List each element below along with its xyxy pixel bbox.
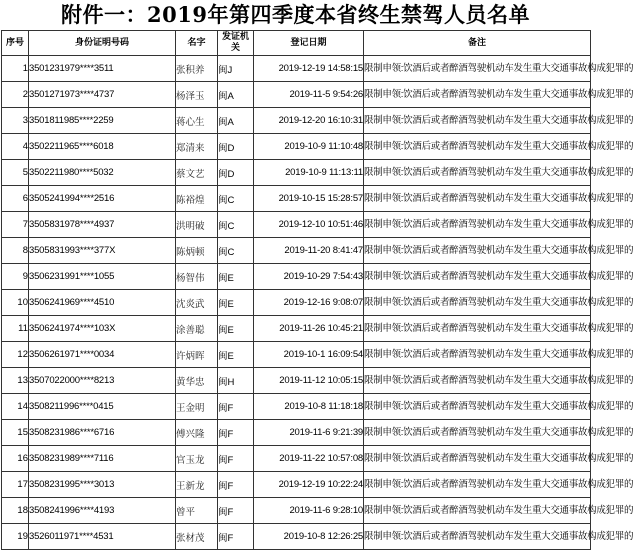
table-row	[2, 498, 591, 524]
row-issuing-office: 闽C	[218, 238, 254, 264]
banned-drivers-table	[1, 30, 633, 550]
header-name: 名字	[176, 31, 218, 56]
table-row	[2, 264, 591, 290]
header-date: 登记日期	[254, 31, 364, 56]
row-id-number: 3502211980****5032	[29, 160, 176, 186]
row-issuing-office: 闽F	[218, 420, 254, 446]
row-seq: 17	[2, 472, 29, 498]
row-name: 涂善聪	[176, 316, 218, 342]
row-note: 限制申领:饮酒后或者醉酒驾驶机动车发生重大交通事故构成犯罪的	[364, 290, 591, 316]
row-seq: 6	[2, 186, 29, 212]
row-issuing-office: 闽E	[218, 290, 254, 316]
header-id: 身份证明号码	[29, 31, 176, 56]
row-issuing-office: 闽C	[218, 212, 254, 238]
row-register-date: 2019-11-26 10:45:21	[254, 316, 364, 342]
row-id-number: 3508231989****7116	[29, 446, 176, 472]
row-note: 限制申领:饮酒后或者醉酒驾驶机动车发生重大交通事故构成犯罪的	[364, 186, 591, 212]
row-id-number: 3501231979****3511	[29, 56, 176, 82]
row-id-number: 3506261971****0034	[29, 342, 176, 368]
row-seq: 1	[2, 56, 29, 82]
row-seq: 8	[2, 238, 29, 264]
row-id-number: 3508231995****3013	[29, 472, 176, 498]
row-issuing-office: 闽F	[218, 524, 254, 550]
row-name: 蔡文艺	[176, 160, 218, 186]
row-id-number: 3501271973****4737	[29, 82, 176, 108]
row-id-number: 3526011971****4531	[29, 524, 176, 550]
row-issuing-office: 闽A	[218, 108, 254, 134]
row-name: 官玉龙	[176, 446, 218, 472]
row-register-date: 2019-10-9 11:10:48	[254, 134, 364, 160]
row-register-date: 2019-10-8 12:26:25	[254, 524, 364, 550]
row-register-date: 2019-11-6 9:21:39	[254, 420, 364, 446]
table-row	[2, 212, 591, 238]
row-seq: 9	[2, 264, 29, 290]
table-row	[2, 368, 591, 394]
row-id-number: 3506241974****103X	[29, 316, 176, 342]
row-seq: 12	[2, 342, 29, 368]
row-register-date: 2019-12-19 10:22:24	[254, 472, 364, 498]
row-name: 张积养	[176, 56, 218, 82]
document-title: 附件一：2019年第四季度本省终生禁驾人员名单	[61, 2, 530, 27]
row-seq: 14	[2, 394, 29, 420]
row-note: 限制申领:饮酒后或者醉酒驾驶机动车发生重大交通事故构成犯罪的	[364, 472, 591, 498]
row-name: 蒋心生	[176, 108, 218, 134]
row-name: 曾平	[176, 498, 218, 524]
row-note: 限制申领:饮酒后或者醉酒驾驶机动车发生重大交通事故构成犯罪的	[364, 264, 591, 290]
row-seq: 18	[2, 498, 29, 524]
row-issuing-office: 闽F	[218, 472, 254, 498]
row-register-date: 2019-11-6 9:28:10	[254, 498, 364, 524]
table-row	[2, 472, 591, 498]
table-header-row	[2, 31, 591, 56]
header-seq: 序号	[2, 31, 29, 56]
row-issuing-office: 闽H	[218, 368, 254, 394]
row-register-date: 2019-10-1 16:09:54	[254, 342, 364, 368]
table-row	[2, 524, 591, 550]
row-register-date: 2019-10-9 11:13:11	[254, 160, 364, 186]
row-register-date: 2019-11-20 8:41:47	[254, 238, 364, 264]
row-seq: 11	[2, 316, 29, 342]
row-register-date: 2019-11-22 10:57:08	[254, 446, 364, 472]
row-issuing-office: 闽F	[218, 498, 254, 524]
row-name: 郑清来	[176, 134, 218, 160]
row-note: 限制申领:饮酒后或者醉酒驾驶机动车发生重大交通事故构成犯罪的	[364, 524, 591, 550]
row-id-number: 3506241969****4510	[29, 290, 176, 316]
row-id-number: 3502211965****6018	[29, 134, 176, 160]
table-row	[2, 342, 591, 368]
row-register-date: 2019-11-12 10:05:15	[254, 368, 364, 394]
row-note: 限制申领:饮酒后或者醉酒驾驶机动车发生重大交通事故构成犯罪的	[364, 82, 591, 108]
table-row	[2, 316, 591, 342]
row-note: 限制申领:饮酒后或者醉酒驾驶机动车发生重大交通事故构成犯罪的	[364, 56, 591, 82]
row-note: 限制申领:饮酒后或者醉酒驾驶机动车发生重大交通事故构成犯罪的	[364, 238, 591, 264]
table-row	[2, 56, 591, 82]
row-id-number: 3508241996****4193	[29, 498, 176, 524]
row-id-number: 3505241994****2516	[29, 186, 176, 212]
row-id-number: 3508231986****6716	[29, 420, 176, 446]
row-note: 限制申领:饮酒后或者醉酒驾驶机动车发生重大交通事故构成犯罪的	[364, 134, 591, 160]
row-issuing-office: 闽J	[218, 56, 254, 82]
table-row	[2, 420, 591, 446]
row-note: 限制申领:饮酒后或者醉酒驾驶机动车发生重大交通事故构成犯罪的	[364, 108, 591, 134]
row-id-number: 3507022000****8213	[29, 368, 176, 394]
row-seq: 19	[2, 524, 29, 550]
row-note: 限制申领:饮酒后或者醉酒驾驶机动车发生重大交通事故构成犯罪的	[364, 446, 591, 472]
header-org: 发证机关	[218, 31, 254, 56]
row-issuing-office: 闽A	[218, 82, 254, 108]
row-note: 限制申领:饮酒后或者醉酒驾驶机动车发生重大交通事故构成犯罪的	[364, 342, 591, 368]
row-id-number: 3506231991****1055	[29, 264, 176, 290]
table-row	[2, 186, 591, 212]
row-seq: 5	[2, 160, 29, 186]
row-name: 王新龙	[176, 472, 218, 498]
row-note: 限制申领:饮酒后或者醉酒驾驶机动车发生重大交通事故构成犯罪的	[364, 316, 591, 342]
header-note: 备注	[364, 31, 591, 56]
row-id-number: 3505831978****4937	[29, 212, 176, 238]
row-note: 限制申领:饮酒后或者醉酒驾驶机动车发生重大交通事故构成犯罪的	[364, 160, 591, 186]
row-register-date: 2019-10-8 11:18:18	[254, 394, 364, 420]
row-register-date: 2019-12-10 10:51:46	[254, 212, 364, 238]
row-register-date: 2019-12-20 16:10:31	[254, 108, 364, 134]
row-name: 杨泽玉	[176, 82, 218, 108]
row-issuing-office: 闽E	[218, 316, 254, 342]
row-note: 限制申领:饮酒后或者醉酒驾驶机动车发生重大交通事故构成犯罪的	[364, 368, 591, 394]
row-name: 陈裕煌	[176, 186, 218, 212]
row-name: 王金明	[176, 394, 218, 420]
row-issuing-office: 闽F	[218, 394, 254, 420]
row-note: 限制申领:饮酒后或者醉酒驾驶机动车发生重大交通事故构成犯罪的	[364, 394, 591, 420]
row-register-date: 2019-12-19 14:58:15	[254, 56, 364, 82]
row-id-number: 3508211996****0415	[29, 394, 176, 420]
table-row	[2, 238, 591, 264]
row-issuing-office: 闽C	[218, 186, 254, 212]
row-register-date: 2019-12-16 9:08:07	[254, 290, 364, 316]
table-row	[2, 134, 591, 160]
row-seq: 15	[2, 420, 29, 446]
row-id-number: 3501811985****2259	[29, 108, 176, 134]
row-issuing-office: 闽D	[218, 134, 254, 160]
row-seq: 13	[2, 368, 29, 394]
row-name: 傅兴隆	[176, 420, 218, 446]
table-row	[2, 394, 591, 420]
row-name: 杨智伟	[176, 264, 218, 290]
row-seq: 10	[2, 290, 29, 316]
row-name: 黄华忠	[176, 368, 218, 394]
row-register-date: 2019-10-15 15:28:57	[254, 186, 364, 212]
table-row	[2, 108, 591, 134]
row-name: 沈炎武	[176, 290, 218, 316]
row-name: 洪明破	[176, 212, 218, 238]
row-issuing-office: 闽F	[218, 446, 254, 472]
row-name: 陈炳顿	[176, 238, 218, 264]
row-note: 限制申领:饮酒后或者醉酒驾驶机动车发生重大交通事故构成犯罪的	[364, 498, 591, 524]
row-seq: 2	[2, 82, 29, 108]
row-issuing-office: 闽E	[218, 264, 254, 290]
table-row	[2, 446, 591, 472]
row-note: 限制申领:饮酒后或者醉酒驾驶机动车发生重大交通事故构成犯罪的	[364, 212, 591, 238]
table-row	[2, 82, 591, 108]
row-id-number: 3505831993****377X	[29, 238, 176, 264]
row-seq: 16	[2, 446, 29, 472]
row-register-date: 2019-10-29 7:54:43	[254, 264, 364, 290]
row-note: 限制申领:饮酒后或者醉酒驾驶机动车发生重大交通事故构成犯罪的	[364, 420, 591, 446]
row-name: 许炳晖	[176, 342, 218, 368]
row-issuing-office: 闽E	[218, 342, 254, 368]
row-seq: 3	[2, 108, 29, 134]
row-seq: 4	[2, 134, 29, 160]
row-register-date: 2019-11-5 9:54:26	[254, 82, 364, 108]
row-seq: 7	[2, 212, 29, 238]
table-body	[2, 56, 633, 550]
row-name: 张材茂	[176, 524, 218, 550]
row-issuing-office: 闽D	[218, 160, 254, 186]
table-row	[2, 160, 591, 186]
table-row	[2, 290, 591, 316]
